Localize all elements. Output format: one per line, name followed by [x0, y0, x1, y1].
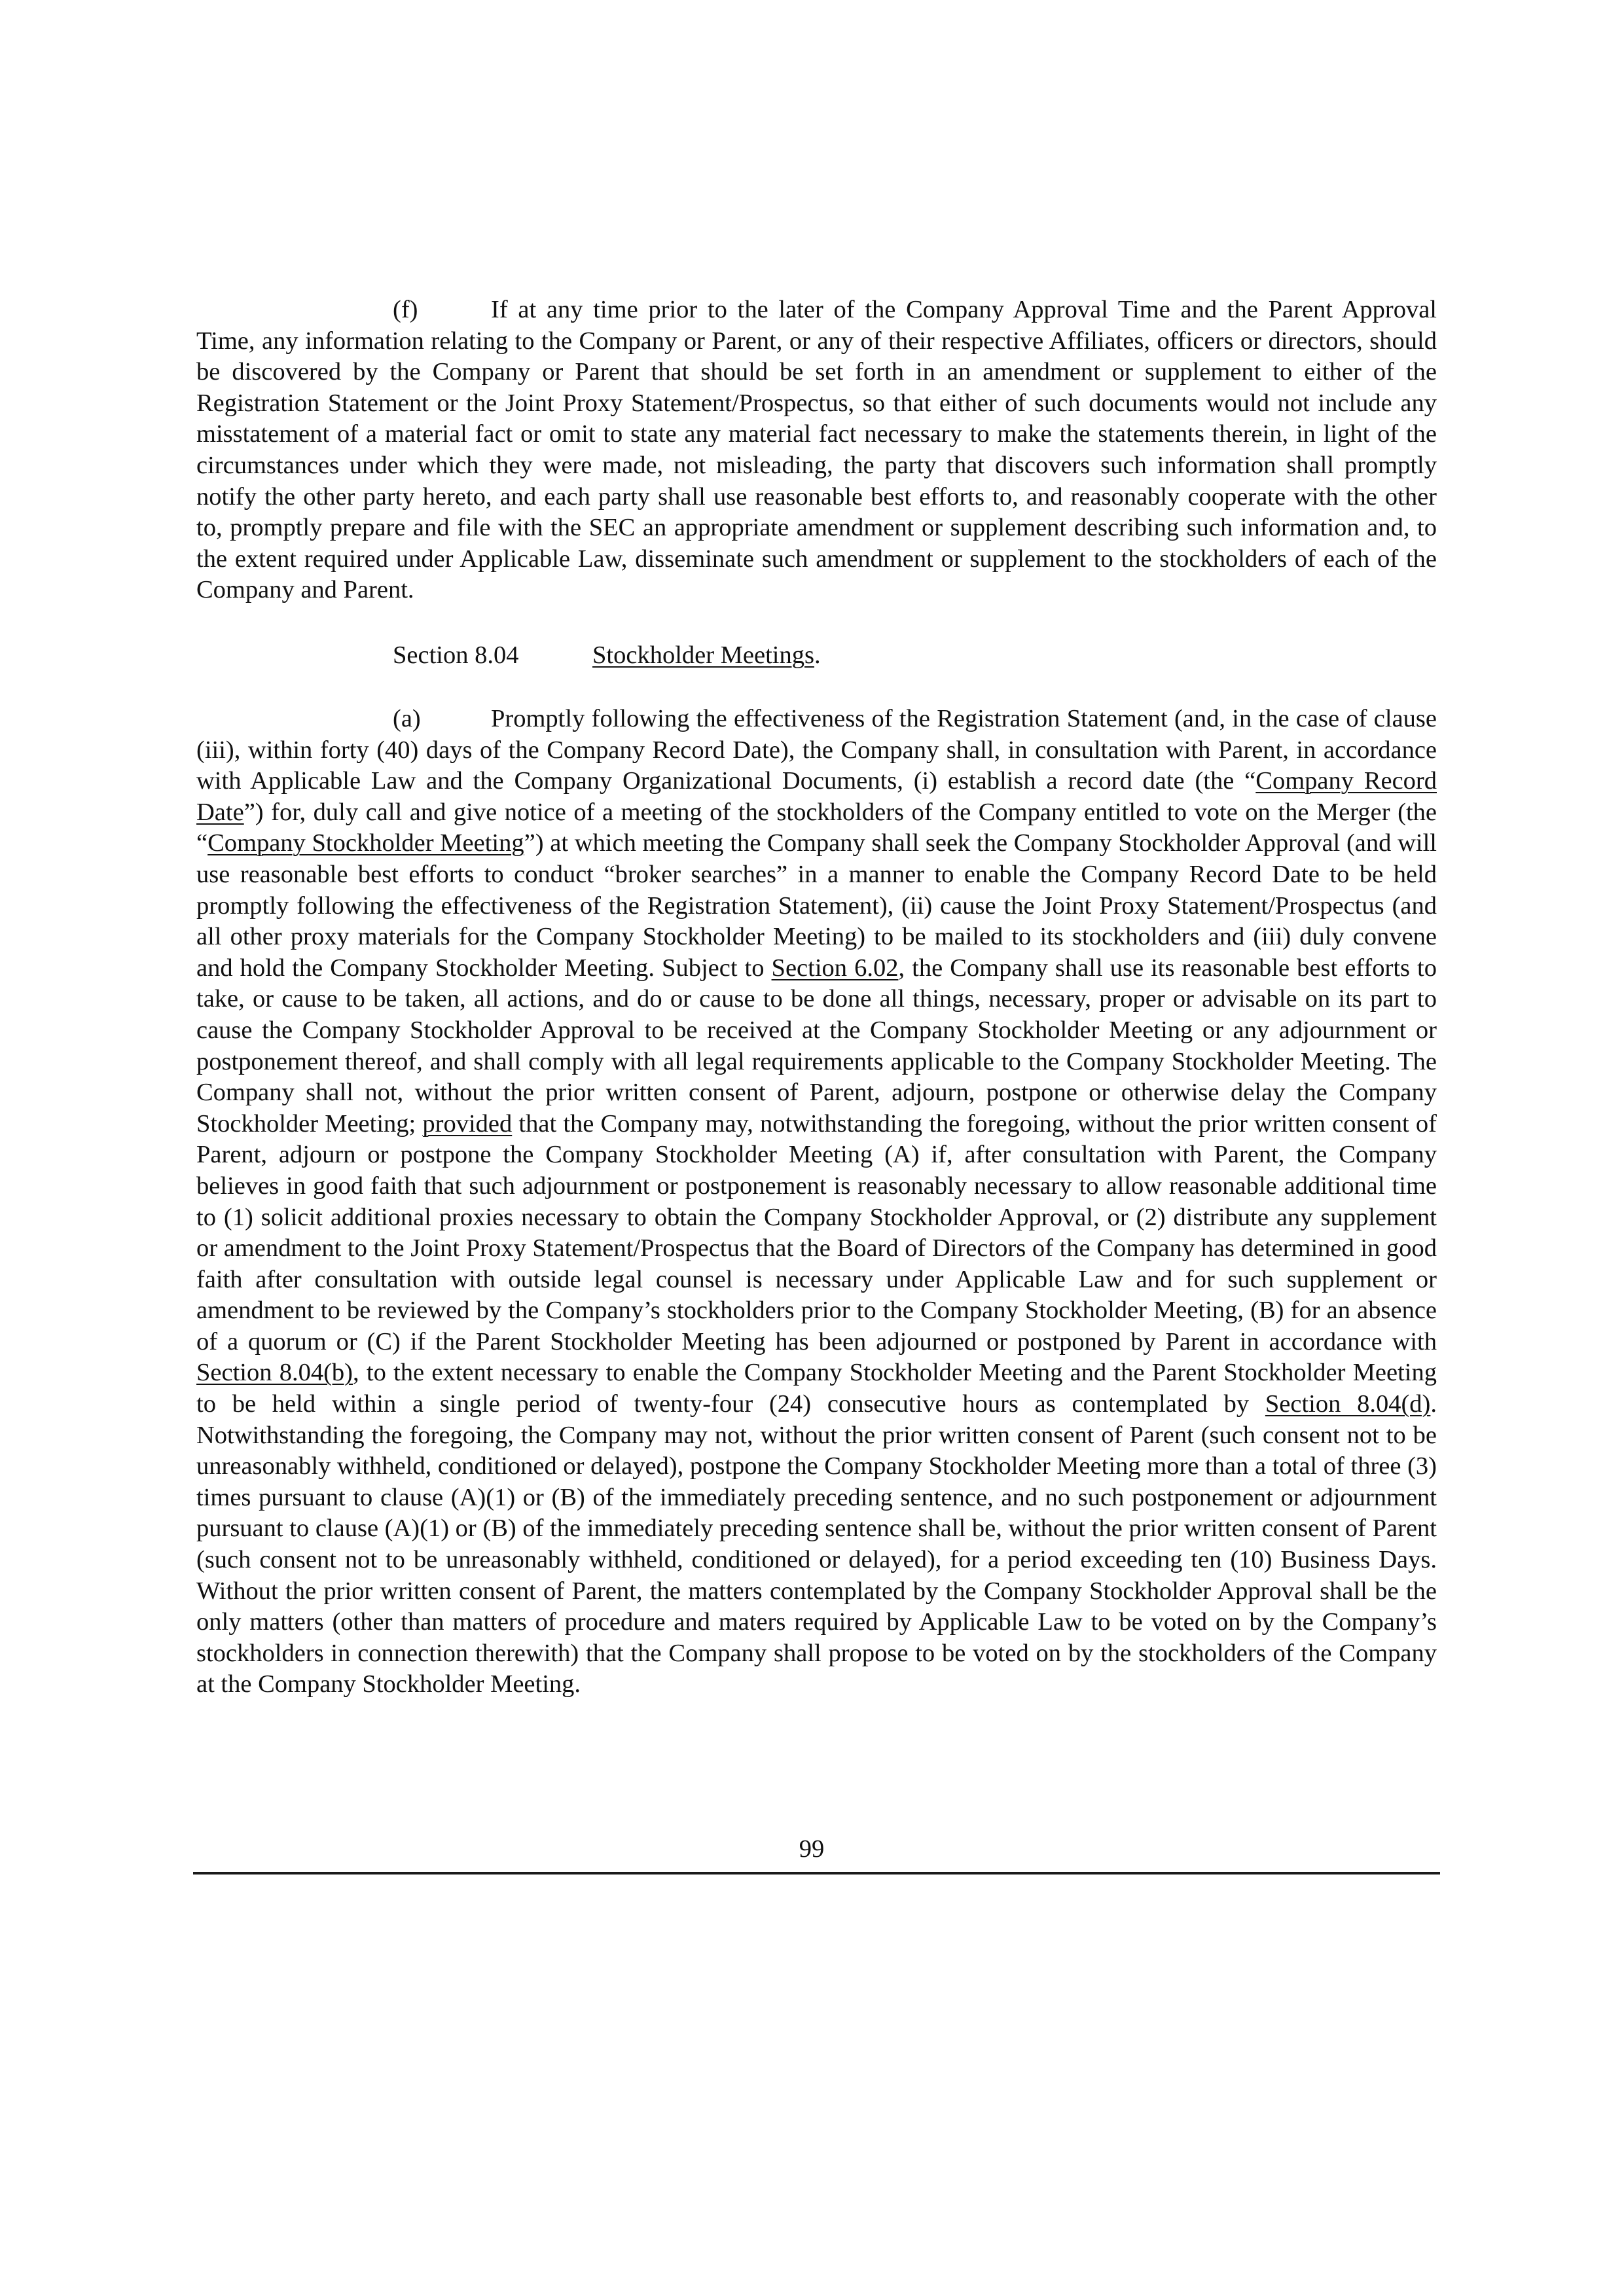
paragraph-f	[196, 295, 1437, 606]
paragraph-a-body	[196, 704, 1437, 1700]
page-number: 99	[799, 1835, 825, 1863]
paragraph-f-body	[196, 295, 1437, 606]
paragraph-a-text-4: , the Company shall use its reasonable best efforts to take, or cause to be taken, all actions, and do or cause to be done all things, necessary, proper or advisable on its part to cause the Company Stockholder Approval to be received at the Company Stockholder Meeting or any adjournment or postponement thereof, and shall comply with all legal requirements applicable to the Company Stockholder Meeting. The Company shall not, without the prior written consent of Parent, adjourn, postpone or otherwise delay the Company Stockholder Meeting;	[196, 954, 1437, 1138]
footer-divider	[193, 1872, 1440, 1874]
paragraph-a-text-6: , to the extent necessary to enable the Company Stockholder Meeting and the Parent Stockholder Meeting to be held within a single period of twenty-four (24) consecutive hours as contemplated by	[196, 1359, 1437, 1418]
paragraph-a-text-5: that the Company may, notwithstanding the foregoing, without the prior written consent of Parent, adjourn or postpone the Company Stockholder Meeting (A) if, after consultation with Parent, the Company believes in good faith that such adjournment or postponement is reasonably necessary to allow reasonable additional time to (1) solicit additional proxies necessary to obtain the Company Stockholder Approval, or (2) distribute any supplement or amendment to the Joint Proxy Statement/Prospectus that the Board of Directors of the Company has determined in good faith after consultation with outside legal counsel is necessary under Applicable Law and for such supplement or amendment to be reviewed by the Company’s stockholders prior to the Company Stockholder Meeting, (B) for an absence of a quorum or (C) if the Parent Stockholder Meeting has been adjourned or postponed by Parent in accordance with	[196, 1109, 1437, 1355]
defined-term-company-stockholder-meeting: Company Stockholder Meeting	[208, 829, 524, 857]
paragraph-a-text-3: ”) at which meeting the Company shall seek the Company Stockholder Approval (and will use reasonable best efforts to conduct “broker searches” in a manner to enable the Company Record Date to be held promptly following the effectiveness of the Registration Statement), (ii) cause the Joint Proxy Statement/Prospectus (and all other proxy materials for the Company Stockholder Meeting) to be mailed to its stockholders and (iii) duly convene and hold the Company Stockholder Meeting. Subject to	[196, 829, 1437, 982]
section-heading	[393, 640, 821, 672]
paragraph-a	[196, 704, 1437, 1700]
paragraph-a-text-2: ”) for, duly call and give notice of a meeting of the stockholders of the Company entitled to vote on the Merger (the “	[196, 798, 1437, 857]
defined-term-company-record-date: Company Record Date	[196, 767, 1437, 826]
section-number: Section 8.04	[393, 641, 519, 669]
paragraph-a-label: (a)	[393, 705, 421, 732]
section-title-period: .	[814, 641, 821, 669]
cross-reference-section-8-04-d[interactable]: Section 8.04(d)	[1265, 1390, 1431, 1418]
paragraph-f-text: If at any time prior to the later of the Company Approval Time and the Parent Approval Time, any information relating to the Company or Parent, or any of their respective Affiliates, officers or directors, should be discovered by the Company or Parent that should be set forth in an amendment or supplement to either of the Registration Statement or the Joint Proxy Statement/Prospectus, so that either of such documents would not include any misstatement of a material fact or omit to state any material fact necessary to make the statements therein, in light of the circumstances under which they were made, not misleading, the party that discovers such information shall promptly notify the other party hereto, and each party shall use reasonable best efforts to, and reasonably cooperate with the other to, promptly prepare and file with the SEC an appropriate amendment or supplement describing such information and, to the extent required under Applicable Law, disseminate such amendment or supplement to the stockholders of each of the Company and Parent.	[196, 296, 1437, 604]
paragraph-a-text-7: . Notwithstanding the foregoing, the Company may not, without the prior written consent of Parent (such consent not to be unreasonably withheld, conditioned or delayed), postpone the Company Stockholder Meeting more than a total of three (3) times pursuant to clause (A)(1) or (B) of the immediately preceding sentence, and no such postponement or adjournment pursuant to clause (A)(1) or (B) of the immediately preceding sentence shall be, without the prior written consent of Parent (such consent not to be unreasonably withheld, conditioned or delayed), for a period exceeding ten (10) Business Days. Without the prior written consent of Parent, the matters contemplated by the Company Stockholder Approval shall be the only matters (other than matters of procedure and maters required by Applicable Law to be voted on by the Company’s stockholders in connection therewith) that the Company shall propose to be voted on by the stockholders of the Company at the Company Stockholder Meeting.	[196, 1390, 1437, 1698]
provided-term: provided	[422, 1109, 513, 1138]
paragraph-a-text-1: Promptly following the effectiveness of the Registration Statement (and, in the case of clause (iii), within forty (40) days of the Company Record Date), the Company shall, in consultation with Parent, in accordance with Applicable Law and the Company Organizational Documents, (i) establish a record date (the “	[196, 705, 1437, 795]
cross-reference-section-6-02[interactable]: Section 6.02	[771, 954, 899, 982]
section-title: Stockholder Meetings	[592, 641, 814, 669]
paragraph-f-label: (f)	[393, 296, 418, 323]
cross-reference-section-8-04-b[interactable]: Section 8.04(b)	[196, 1359, 353, 1387]
